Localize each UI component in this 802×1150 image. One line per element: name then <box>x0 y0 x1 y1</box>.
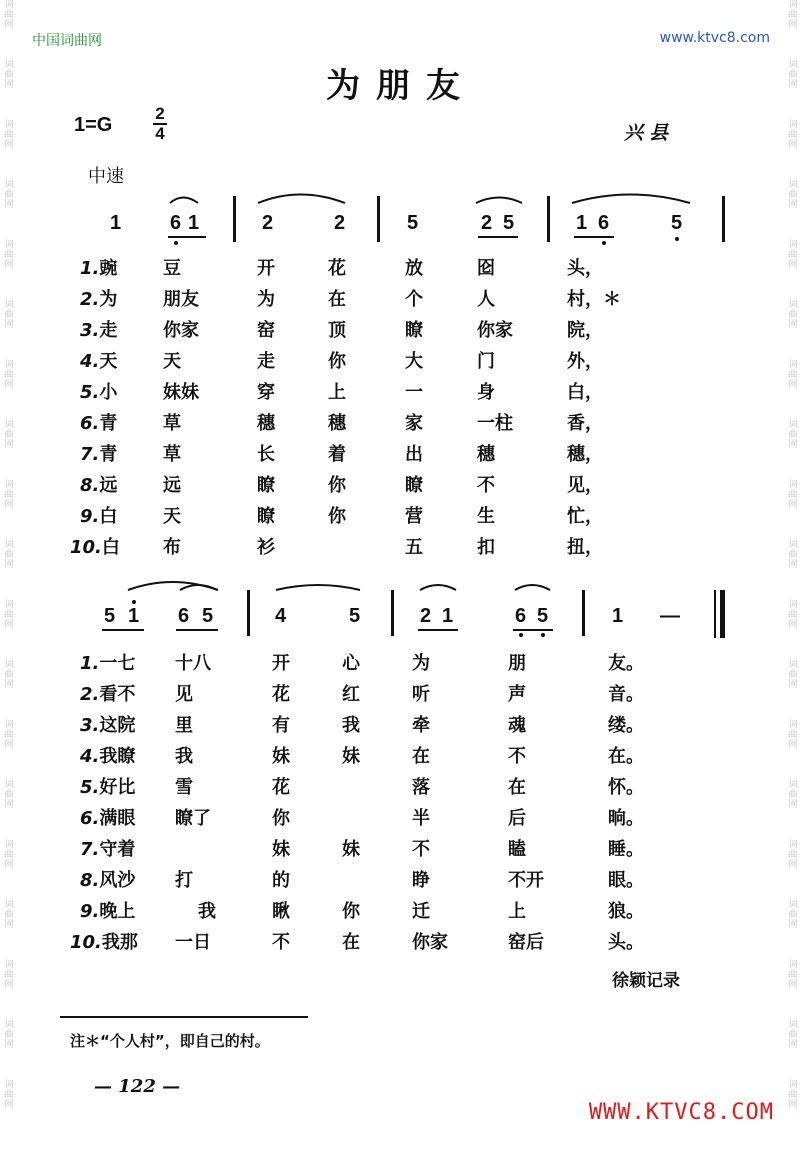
note: 5 <box>349 605 361 627</box>
lyric-word: 村，＊ <box>567 289 621 310</box>
lyric-word: 风沙 <box>99 870 136 891</box>
bar-line <box>722 196 725 242</box>
lyric-word: 穗 <box>328 413 346 434</box>
note: 6 <box>178 605 190 627</box>
lyric-word: 魂 <box>508 715 526 736</box>
eighth-underline <box>513 629 553 631</box>
side-watermark-text: 词 曲 网 <box>4 0 14 30</box>
watermark-url: www.ktvc8.com <box>659 30 770 46</box>
lyric-word: 穗 <box>257 413 275 434</box>
lyric-word: 我瞭 <box>99 746 136 767</box>
verse-number: 9. <box>80 901 100 922</box>
verse-number: 10. <box>70 932 102 953</box>
note: 2 <box>334 212 346 234</box>
final-bar-thin <box>714 590 716 638</box>
side-watermark-text: 词 曲 网 <box>4 540 14 570</box>
side-watermark-text: 词 曲 网 <box>4 420 14 450</box>
slur <box>420 585 456 590</box>
lyric-word: 狼。 <box>608 901 644 922</box>
side-watermark-text: 词 曲 网 <box>788 1080 798 1110</box>
lyric-word: 天 <box>163 506 181 527</box>
side-watermark-text: 词 曲 网 <box>788 480 798 510</box>
lyric-word: 在 <box>508 777 526 798</box>
lyric-word: 忙， <box>567 506 603 527</box>
lyric-word: 衫 <box>257 537 275 558</box>
lyric-word: 白 <box>101 537 120 558</box>
note: 5 <box>407 212 419 234</box>
lyric-word: 扭， <box>567 537 603 558</box>
lyric-word: 五 <box>405 537 423 558</box>
side-watermark-text: 词 曲 网 <box>788 960 798 990</box>
lyric-word: 晌。 <box>608 808 644 829</box>
lyric-word: 友。 <box>608 653 644 674</box>
side-watermark-text: 词 曲 网 <box>4 360 14 390</box>
lyric-word: 一日 <box>175 932 211 953</box>
lyric-word: 红 <box>342 684 360 705</box>
side-watermark-text: 词 曲 网 <box>788 660 798 690</box>
lyric-word: 音。 <box>608 684 644 705</box>
side-watermark-text: 词 曲 网 <box>4 300 14 330</box>
note: 6 <box>170 212 182 234</box>
final-bar-thick <box>720 590 725 638</box>
note: 5 <box>202 605 214 627</box>
side-watermark-text: 词 曲 网 <box>4 660 14 690</box>
lyric-word: 家 <box>405 413 423 434</box>
lyric-word: 花 <box>328 258 346 279</box>
lyric-word: 远 <box>163 475 181 496</box>
page-number: — 122 — <box>94 1076 181 1097</box>
side-watermark-text: 词 曲 网 <box>4 1080 14 1110</box>
lyric-word: 着 <box>328 444 346 465</box>
lyric-word: 花 <box>272 777 290 798</box>
lyric-word: 长 <box>257 444 275 465</box>
note: 1 <box>128 605 140 627</box>
slur <box>170 198 198 204</box>
lyric-word: 香， <box>567 413 603 434</box>
note: 5 <box>537 605 549 627</box>
verse-number: 5. <box>80 777 100 798</box>
lyric-word: 不开 <box>508 870 544 891</box>
bar-line <box>233 196 236 242</box>
lyric-word: 花 <box>272 684 290 705</box>
bar-line <box>547 196 550 242</box>
bar-line <box>582 590 585 636</box>
eighth-underline <box>418 629 458 631</box>
lyric-word: 见 <box>175 684 193 705</box>
lyric-word: 你家 <box>412 932 448 953</box>
lyric-word: 头， <box>567 258 603 279</box>
lyric-word: 心 <box>342 653 360 674</box>
lyric-word: 穗 <box>477 444 495 465</box>
side-watermark-text: 词 曲 网 <box>788 420 798 450</box>
lyric-word: 头。 <box>608 932 644 953</box>
side-watermark-text: 词 曲 网 <box>4 120 14 150</box>
verse-number: 7. <box>80 444 100 465</box>
lyric-word: 瞭了 <box>175 808 211 829</box>
slur <box>572 195 690 204</box>
lyric-word: 不 <box>477 475 495 496</box>
lyric-word: 天 <box>163 351 181 372</box>
lyric-word: 不 <box>508 746 526 767</box>
song-origin: 兴县 <box>624 122 675 144</box>
lyric-word: 朋友 <box>163 289 199 310</box>
lyric-word: 豌 <box>99 258 118 279</box>
lyric-word: 牵 <box>412 715 430 736</box>
lyric-word: 为 <box>99 289 118 310</box>
note: 2 <box>420 605 432 627</box>
note: 1 <box>576 212 588 234</box>
bar-line <box>377 196 380 242</box>
lyric-word: 天 <box>99 351 118 372</box>
lyric-word: 小 <box>99 382 118 403</box>
verse-number: 8. <box>80 475 100 496</box>
lyric-word: 瞭 <box>257 506 275 527</box>
lyric-word: 在。 <box>608 746 644 767</box>
lyric-word: 个 <box>405 289 423 310</box>
side-watermark-text: 词 曲 网 <box>4 180 14 210</box>
side-watermark-text: 词 曲 网 <box>788 360 798 390</box>
side-watermark-text: 词 曲 网 <box>4 480 14 510</box>
lyric-word: 你家 <box>477 320 513 341</box>
side-watermark-text: 词 曲 网 <box>788 300 798 330</box>
lyric-word: 你 <box>342 901 360 922</box>
side-watermark-text: 词 曲 网 <box>788 1020 798 1050</box>
lyric-word: 为 <box>412 653 430 674</box>
lyric-word: 开 <box>272 653 290 674</box>
verse-number: 5. <box>80 382 100 403</box>
verse-number: 1. <box>80 653 100 674</box>
lyric-word: 走 <box>99 320 118 341</box>
lyric-word: 放 <box>405 258 423 279</box>
lyric-word: 一柱 <box>477 413 513 434</box>
note: 1 <box>612 605 624 627</box>
lyric-word: 窑 <box>257 320 275 341</box>
lyric-word: 守着 <box>99 839 136 860</box>
verse-number: 2. <box>80 289 100 310</box>
lyric-word: 里 <box>175 715 193 736</box>
lyric-word: 不 <box>272 932 290 953</box>
lyric-word: 白 <box>99 506 118 527</box>
verse-number: 1. <box>80 258 100 279</box>
lyric-word: 妹 <box>272 746 290 767</box>
lyric-word: 你 <box>328 351 346 372</box>
note: 2 <box>262 212 274 234</box>
lyric-word: 瞭 <box>405 475 423 496</box>
side-watermark-text: 词 曲 网 <box>4 720 14 750</box>
lyric-word: 上 <box>508 901 526 922</box>
side-watermark-text: 词 曲 网 <box>788 120 798 150</box>
recorder-credit: 徐颖记录 <box>612 971 680 991</box>
note: 4 <box>275 605 287 627</box>
verse-number: 8. <box>80 870 100 891</box>
side-watermark-text: 词 曲 网 <box>4 900 14 930</box>
bar-line <box>391 590 394 636</box>
lyric-word: 妹妹 <box>163 382 199 403</box>
slur <box>515 585 550 590</box>
verse-number: 9. <box>80 506 100 527</box>
lyric-word: 草 <box>163 413 181 434</box>
lyric-word: 在 <box>412 746 430 767</box>
lyric-word: 一七 <box>99 653 136 674</box>
verse-number: 10. <box>70 537 102 558</box>
lyric-word: 瞭 <box>405 320 423 341</box>
lyric-word: 听 <box>412 684 430 705</box>
high-octave-dot <box>132 600 136 604</box>
lyric-word: 大 <box>405 351 423 372</box>
lyric-word: 扣 <box>477 537 495 558</box>
note: 1 <box>188 212 200 234</box>
lyric-word: 瞭 <box>257 475 275 496</box>
lyric-word: 穿 <box>257 382 275 403</box>
lyric-word: 晚上 <box>99 901 136 922</box>
footnote: 注＊“个人村”，即自己的村。 <box>70 1032 270 1050</box>
verse-number: 4. <box>80 746 100 767</box>
side-watermark-text: 词 曲 网 <box>788 240 798 270</box>
lyric-word: 好比 <box>99 777 136 798</box>
side-watermark-text: 词 曲 网 <box>4 780 14 810</box>
lyric-word: 身 <box>477 382 495 403</box>
eighth-underline <box>168 236 206 238</box>
lyric-word: 见， <box>567 475 603 496</box>
low-octave-dot <box>602 241 606 245</box>
lyric-word: 十八 <box>175 653 211 674</box>
lyric-word: 穗， <box>567 444 603 465</box>
lyric-word: 上 <box>328 382 346 403</box>
lyric-word: 顶 <box>328 320 346 341</box>
lyric-word: 看不 <box>99 684 136 705</box>
lyric-word: 院， <box>567 320 603 341</box>
side-watermark-text: 词 曲 网 <box>4 240 14 270</box>
verse-number: 4. <box>80 351 100 372</box>
low-octave-dot <box>675 237 679 241</box>
lyric-word: 落 <box>412 777 430 798</box>
lyric-word: 打 <box>175 870 193 891</box>
side-watermark-text: 词 曲 网 <box>4 600 14 630</box>
side-watermark-text: 词 曲 网 <box>788 0 798 30</box>
low-octave-dot <box>541 633 545 637</box>
lyric-word: 不 <box>412 839 430 860</box>
side-watermark-text: 词 曲 网 <box>4 1020 14 1050</box>
low-octave-dot <box>174 241 178 245</box>
eighth-underline <box>574 236 614 238</box>
side-watermark-text: 词 曲 网 <box>788 840 798 870</box>
lyric-word: 妹 <box>342 839 360 860</box>
time-sig-top: 2 <box>155 104 165 123</box>
lyric-word: 你 <box>272 808 290 829</box>
lyric-word: 外， <box>567 351 603 372</box>
note: 5 <box>503 212 515 234</box>
side-watermark-text: 词 曲 网 <box>788 540 798 570</box>
lyric-word: 窑后 <box>508 932 544 953</box>
lyric-word: 缕。 <box>608 715 644 736</box>
eighth-underline <box>176 629 218 631</box>
slur <box>180 585 217 590</box>
note: 5 <box>104 605 116 627</box>
lyric-word: 妹 <box>342 746 360 767</box>
bar-line <box>247 590 250 636</box>
lyric-word: 走 <box>257 351 275 372</box>
lyric-word: 白， <box>567 382 603 403</box>
lyric-word: 营 <box>405 506 423 527</box>
verse-number: 3. <box>80 320 100 341</box>
slur <box>276 585 360 590</box>
lyric-word: 的 <box>272 870 290 891</box>
lyric-word: 满眼 <box>99 808 136 829</box>
side-watermark-text: 词 曲 网 <box>788 780 798 810</box>
note: 5 <box>671 212 683 234</box>
side-watermark-text: 词 曲 网 <box>788 60 798 90</box>
lyric-word: 我那 <box>101 932 138 953</box>
low-octave-dot <box>519 633 523 637</box>
dash: — <box>660 605 680 627</box>
key-signature: 1=G <box>74 114 113 136</box>
note: 6 <box>515 605 527 627</box>
lyric-word: 瞌 <box>508 839 526 860</box>
lyric-word: 后 <box>508 808 526 829</box>
lyric-word: 远 <box>99 475 118 496</box>
watermark-site-name: 中国词曲网 <box>32 33 102 49</box>
lyric-word: 声 <box>508 684 526 705</box>
lyric-word: 门 <box>477 351 495 372</box>
lyric-word: 出 <box>405 444 423 465</box>
lyric-word: 一 <box>405 382 423 403</box>
slur <box>476 198 522 204</box>
verse-number: 3. <box>80 715 100 736</box>
footnote-divider <box>60 1016 308 1018</box>
lyric-word: 草 <box>163 444 181 465</box>
lyric-word: 为 <box>257 289 275 310</box>
lyric-word: 瞅 <box>272 901 290 922</box>
lyric-word: 青 <box>99 413 118 434</box>
lyric-word: 人 <box>477 289 495 310</box>
lyric-word: 你家 <box>163 320 199 341</box>
lyric-word: 布 <box>163 537 181 558</box>
side-watermark-text: 词 曲 网 <box>788 900 798 930</box>
lyric-word: 我 <box>175 746 193 767</box>
lyric-word: 怀。 <box>608 777 644 798</box>
lyric-word: 你 <box>328 475 346 496</box>
song-title: 为朋友 <box>326 66 476 106</box>
lyric-word: 豆 <box>163 258 181 279</box>
lyric-word: 雪 <box>175 777 193 798</box>
side-watermark-text: 词 曲 网 <box>4 840 14 870</box>
note: 1 <box>110 212 122 234</box>
eighth-underline <box>478 236 518 238</box>
lyric-word: 这院 <box>99 715 136 736</box>
watermark-logo-url: WWW.KTVC8.COM <box>588 1100 774 1125</box>
eighth-underline <box>102 629 144 631</box>
lyric-word: 青 <box>99 444 118 465</box>
side-watermark-text: 词 曲 网 <box>788 180 798 210</box>
lyric-word: 有 <box>272 715 290 736</box>
note: 2 <box>481 212 493 234</box>
side-watermark-text: 词 曲 网 <box>4 60 14 90</box>
lyric-word: 睡。 <box>608 839 644 860</box>
lyric-word: 开 <box>257 258 275 279</box>
side-watermark-text: 词 曲 网 <box>4 960 14 990</box>
side-watermark-text: 词 曲 网 <box>788 600 798 630</box>
lyric-word: 妹 <box>272 839 290 860</box>
lyric-word: 迁 <box>412 901 430 922</box>
note: 1 <box>442 605 454 627</box>
time-sig-bottom: 4 <box>155 124 165 143</box>
lyric-word: 在 <box>328 289 346 310</box>
tempo-marking: 中速 <box>88 166 124 187</box>
note: 6 <box>598 212 610 234</box>
slur <box>258 195 345 204</box>
lyric-word: 半 <box>412 808 430 829</box>
verse-number: 2. <box>80 684 100 705</box>
lyric-word: 我 <box>342 715 360 736</box>
lyric-word: 眼。 <box>608 870 644 891</box>
lyric-word: 囵 <box>477 258 495 279</box>
verse-number: 7. <box>80 839 100 860</box>
side-watermark-text: 词 曲 网 <box>788 720 798 750</box>
lyric-word: 你 <box>328 506 346 527</box>
lyric-word: 朋 <box>508 653 526 674</box>
lyric-word: 我 <box>198 901 216 922</box>
verse-number: 6. <box>80 808 100 829</box>
verse-number: 6. <box>80 413 100 434</box>
lyric-word: 在 <box>342 932 360 953</box>
lyric-word: 生 <box>477 506 495 527</box>
lyric-word: 睁 <box>412 870 430 891</box>
